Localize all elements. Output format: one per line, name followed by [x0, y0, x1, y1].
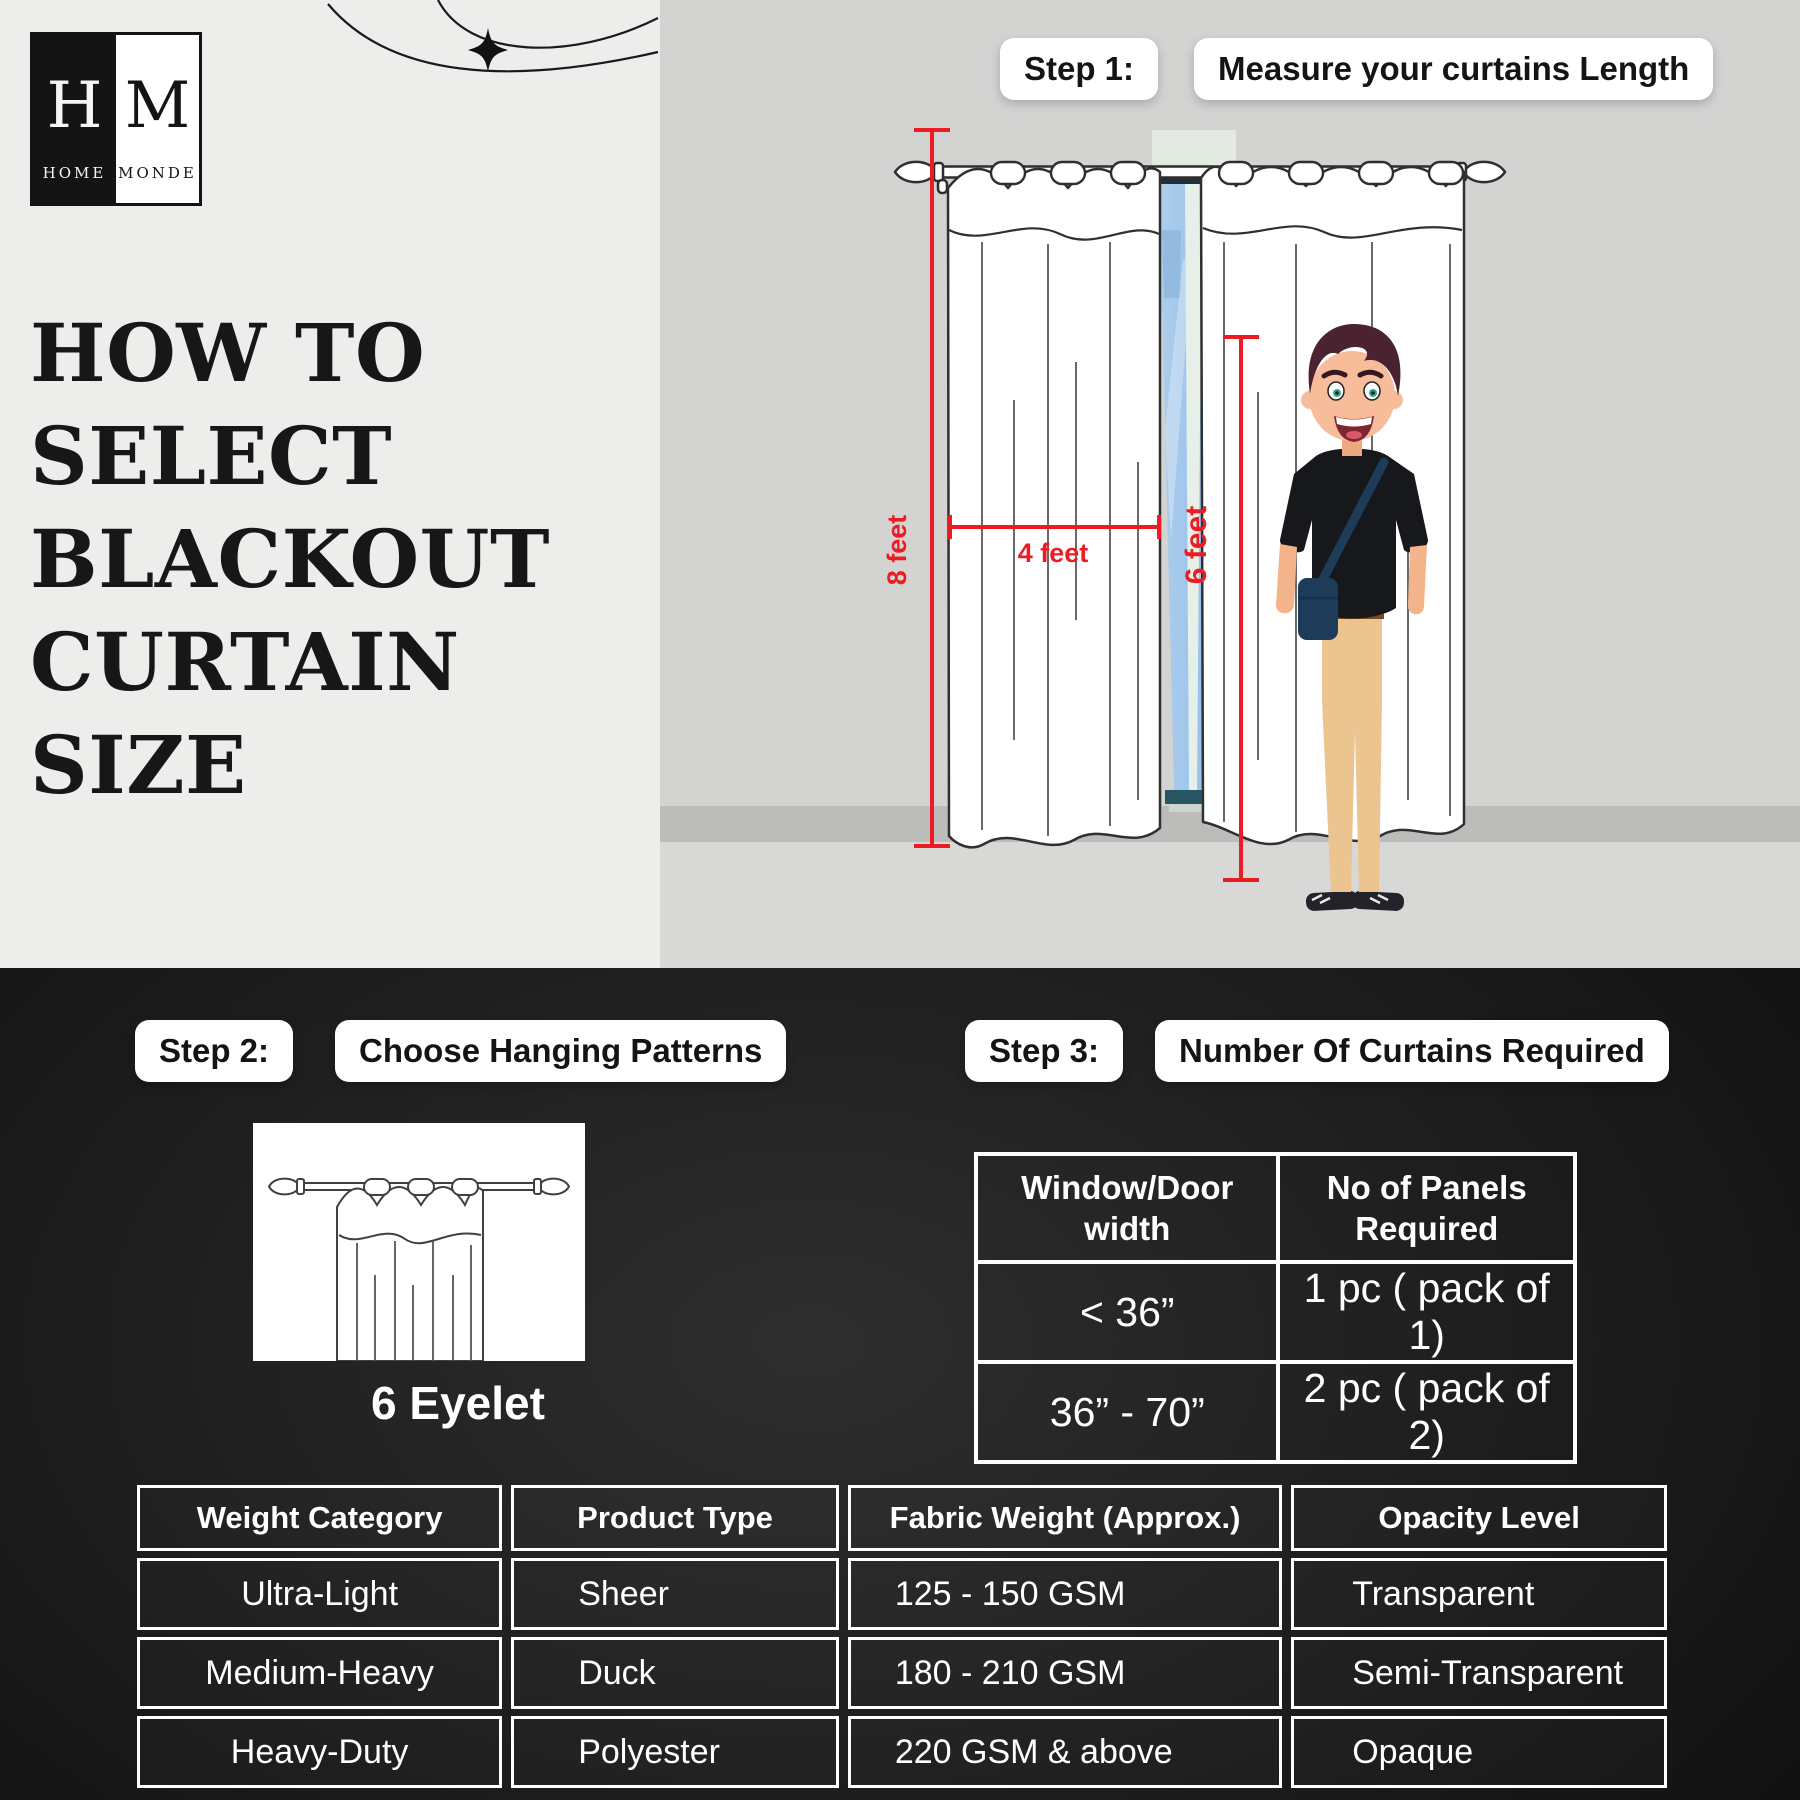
cell-product: Duck [511, 1637, 839, 1709]
cell-panels: 2 pc ( pack of 2) [1278, 1362, 1575, 1462]
page-title [30, 302, 650, 817]
title-line: SELECT [30, 408, 393, 503]
logo-word-home: HOME [42, 164, 107, 182]
logo-home-half [33, 35, 116, 203]
cell-product: Polyester [511, 1716, 839, 1788]
cell-category: Heavy-Duty [137, 1716, 502, 1788]
right-panel [660, 0, 1800, 968]
col-header-panels: No of Panels Required [1278, 1154, 1575, 1262]
step1-badge: Step 1: [1000, 38, 1158, 100]
dark-section [0, 968, 1800, 1800]
step3-header [965, 1020, 1669, 1082]
step1-header [1000, 38, 1713, 100]
logo-letter-m: M [124, 69, 191, 143]
cell-product: Sheer [511, 1558, 839, 1630]
title-line: BLACKOUT [30, 511, 550, 606]
logo-word-monde: MONDE [118, 164, 197, 182]
col-header-product-type: Product Type [511, 1485, 839, 1551]
cell-fabric-weight: 220 GSM & above [848, 1716, 1282, 1788]
cell-category: Ultra-Light [137, 1558, 502, 1630]
decorative-swirl-icon [320, 0, 660, 95]
left-panel [0, 0, 660, 968]
cell-width: 36” - 70” [976, 1362, 1278, 1462]
table-row [137, 1716, 1667, 1788]
step2-badge: Step 2: [135, 1020, 293, 1082]
table-row [976, 1262, 1575, 1362]
step2-header [135, 1020, 786, 1082]
height-label: 8 feet [882, 514, 912, 586]
cell-category: Medium-Heavy [137, 1637, 502, 1709]
table-row [137, 1558, 1667, 1630]
col-header-weight-category: Weight Category [137, 1485, 502, 1551]
cell-opacity: Transparent [1291, 1558, 1667, 1630]
left-curtain [948, 162, 1160, 847]
cell-fabric-weight: 125 - 150 GSM [848, 1558, 1282, 1630]
bag [1298, 578, 1338, 640]
table-header-row [976, 1154, 1575, 1262]
col-header-opacity-level: Opacity Level [1291, 1485, 1667, 1551]
cell-opacity: Semi-Transparent [1291, 1637, 1667, 1709]
col-header-fabric-weight: Fabric Weight (Approx.) [848, 1485, 1282, 1551]
left-shoe [1306, 891, 1359, 912]
table-row [976, 1362, 1575, 1462]
cell-width: < 36” [976, 1262, 1278, 1362]
fabric-weight-table [128, 1478, 1676, 1795]
eyelet-rings [991, 162, 1145, 184]
table-header-row [137, 1485, 1667, 1551]
title-line: SIZE [30, 717, 247, 812]
title-line: HOW TO [30, 305, 426, 400]
table-row [137, 1637, 1667, 1709]
step2-label: Choose Hanging Patterns [335, 1020, 786, 1082]
width-label: 4 feet [1017, 538, 1089, 568]
step3-label: Number Of Curtains Required [1155, 1020, 1669, 1082]
title-line: CURTAIN [30, 614, 460, 709]
hanging-pattern-card [253, 1123, 585, 1361]
step1-label: Measure your curtains Length [1194, 38, 1713, 100]
cell-panels: 1 pc ( pack of 1) [1278, 1262, 1575, 1362]
logo-monde-half [116, 35, 199, 203]
step3-badge: Step 3: [965, 1020, 1123, 1082]
cell-opacity: Opaque [1291, 1716, 1667, 1788]
brand-logo [30, 32, 202, 206]
pants [1322, 616, 1382, 892]
panels-required-table [974, 1152, 1577, 1464]
logo-letter-h: H [46, 69, 103, 143]
hanging-pattern-caption: 6 Eyelet [371, 1377, 545, 1429]
cell-fabric-weight: 180 - 210 GSM [848, 1637, 1282, 1709]
eyelet-curtain-drawing [253, 1123, 585, 1361]
col-header-window-width: Window/Door width [976, 1154, 1278, 1262]
curtain-measure-illustration [760, 100, 1560, 968]
person-height-label: 6 feet [1180, 505, 1213, 585]
